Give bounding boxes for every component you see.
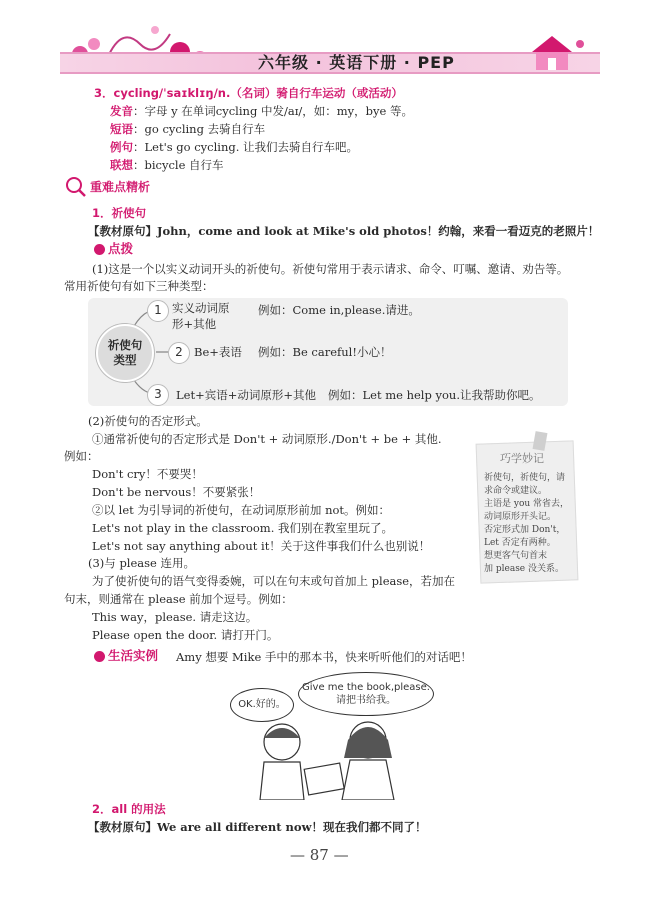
bubble-right-text-1: Give me the book,please. xyxy=(302,682,430,693)
para-2-1b: 例如： xyxy=(64,449,99,463)
type-number-2: 2 xyxy=(168,342,190,364)
type-pattern-1: 实义动词原 xyxy=(172,301,230,315)
example-line-1: Don't cry！不要哭！ xyxy=(92,467,203,481)
tip-line: 否定形式加 Don't， xyxy=(484,525,566,535)
para-3a: 为了使祈使句的语气变得委婉，可以在句末或句首加上 please，若加在 xyxy=(92,574,456,588)
tip-line: 求命令或建议。 xyxy=(484,486,548,496)
type-number-1: 1 xyxy=(147,300,169,322)
vocab-pronunciation xyxy=(110,104,413,119)
type-number-3: 3 xyxy=(147,384,169,406)
bullet-icon xyxy=(94,651,105,662)
bubble-left-text: OK.好的。 xyxy=(238,699,286,710)
para-1b: 常用祈使句有如下三种类型： xyxy=(64,279,214,293)
key-points-heading: 重难点精析 xyxy=(90,180,151,194)
type-example-2: 例如：Be careful!小心！ xyxy=(258,345,392,359)
association-text: ：bicycle 自行车 xyxy=(133,158,224,172)
example-line-3: Let's not play in the classroom. 我们别在教室里玩了。 xyxy=(92,521,394,535)
bullet-icon xyxy=(94,244,105,255)
tip-line: 祈使句，祈使句，请 xyxy=(484,473,566,483)
type-example-3: 例如：Let me help you.让我帮助你吧。 xyxy=(328,388,541,402)
example-line-5: This way，please. 请走这边。 xyxy=(92,610,258,624)
example-text: ：Let's go cycling. 让我们去骑自行车吧。 xyxy=(133,140,359,154)
pronunciation-label: 发音 xyxy=(110,104,133,118)
example-line-6: Please open the door. 请打开门。 xyxy=(92,628,279,642)
bubble-right-text-2: 请把书给我。 xyxy=(336,695,396,706)
example-line-2: Don't be nervous！不要紧张！ xyxy=(92,485,261,499)
tip-line: 主语是 you 常省去， xyxy=(484,499,570,509)
tip-heading: 点拨 xyxy=(108,241,134,256)
para-1a: (1)这是一个以实义动词开头的祈使句。祈使句常用于表示请求、命令、叮嘱、邀请、劝告等。 xyxy=(92,262,569,276)
phrase-text: ：go cycling 去骑自行车 xyxy=(133,122,266,136)
type-pattern-2: Be+表语 xyxy=(194,345,242,359)
speech-bubble-right xyxy=(298,672,434,716)
tip-line: 动词原形开头记。 xyxy=(484,512,557,522)
speech-bubble-left xyxy=(230,688,294,722)
section1-source: 【教材原句】John，come and look at Mike's old photos！约翰，来看一看迈克的老照片！ xyxy=(88,224,600,238)
tip-line: 加 please 没关系。 xyxy=(484,564,564,574)
vocab-association xyxy=(110,158,224,173)
para-2-2: ②以 let 为引导词的祈使句，在动词原形前加 not。例如： xyxy=(92,503,391,517)
type-pattern-1b: 形+其他 xyxy=(172,317,217,331)
type-example-1: 例如：Come in,please.请进。 xyxy=(258,303,420,317)
para-2: (2)祈使句的否定形式。 xyxy=(88,414,208,428)
life-text: Amy 想要 Mike 手中的那本书，快来听听他们的对话吧！ xyxy=(176,650,472,664)
types-label-1: 祈使句 xyxy=(107,338,143,352)
magnifier-icon xyxy=(64,176,88,198)
life-heading: 生活实例 xyxy=(108,648,159,663)
section2-title: 2．all 的用法 xyxy=(92,802,166,816)
pronunciation-text: ：字母 y 在单词cycling 中发/aɪ/，如：my，bye 等。 xyxy=(133,104,413,118)
page-title: 六年级 · 英语下册 · PEP xyxy=(258,53,455,72)
page-number: — 87 — xyxy=(290,846,349,864)
tips-title: 巧学妙记 xyxy=(500,452,544,465)
house-icon xyxy=(522,30,592,74)
phrase-label: 短语 xyxy=(110,122,133,136)
types-label-oval xyxy=(96,324,154,382)
vocab-phrase xyxy=(110,122,265,137)
example-label: 例句 xyxy=(110,140,133,154)
children-drawing-icon xyxy=(242,718,432,800)
example-line-4: Let's not say anything about it！关于这件事我们什么也别说！ xyxy=(92,539,431,553)
vocab-example xyxy=(110,140,358,155)
para-3b: 句末，则通常在 please 前加个逗号。例如： xyxy=(64,592,293,606)
page-header xyxy=(0,0,658,80)
vocab-word: 3．cycling/ˈsaɪklɪŋ/n.（名词）骑自行车运动（或活动） xyxy=(94,86,403,100)
section1-title: 1．祈使句 xyxy=(92,206,147,220)
section2-source: 【教材原句】We are all different now！现在我们都不同了！ xyxy=(88,820,427,834)
dialogue-illustration xyxy=(222,668,432,800)
para-2-1: ①通常祈使句的否定形式是 Don't + 动词原形./Don't + be + 其他. xyxy=(92,432,442,446)
tip-line: 想更客气句首末 xyxy=(484,551,548,561)
types-label-2: 类型 xyxy=(113,353,137,367)
para-3: (3)与 please 连用。 xyxy=(88,556,196,570)
tip-line: Let 否定有两种。 xyxy=(484,538,556,548)
association-label: 联想 xyxy=(110,158,133,172)
type-pattern-3: Let+宾语+动词原形+其他 xyxy=(176,388,316,402)
